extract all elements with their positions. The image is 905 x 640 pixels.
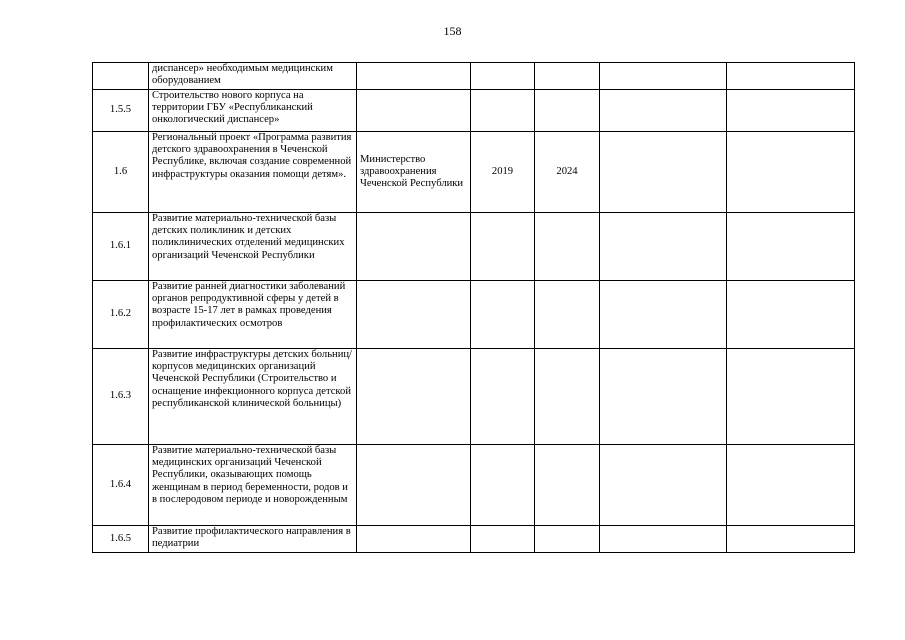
start-year-cell (471, 445, 535, 526)
executor-cell (357, 445, 471, 526)
end-year-cell (535, 213, 600, 281)
executor-cell (357, 281, 471, 349)
empty-cell (600, 63, 727, 90)
end-year-cell (535, 63, 600, 90)
empty-cell (727, 63, 855, 90)
activity-text: Развитие профилактического направления в педиатрии (149, 526, 357, 553)
page-number: 158 (443, 24, 462, 38)
empty-cell (600, 349, 727, 445)
activity-text: диспансер» необходимым медицинским оборудованием (149, 63, 357, 90)
activity-text: Развитие ранней диагностики заболеваний органов репродуктивной сферы у детей в возрасте 15-17 лет в рамках проведения профилактических осмотров (149, 281, 357, 349)
end-year-cell: 2024 (535, 132, 600, 213)
start-year-cell (471, 526, 535, 553)
program-table (92, 62, 855, 553)
table-row (93, 281, 855, 349)
row-number (93, 63, 149, 90)
table-row (93, 445, 855, 526)
executor-cell (357, 349, 471, 445)
start-year-cell: 2019 (471, 132, 535, 213)
empty-cell (600, 90, 727, 132)
table-row (93, 90, 855, 132)
executor-cell: Министерство здравоохранения Чеченской Республики (357, 132, 471, 213)
empty-cell (600, 132, 727, 213)
table-row (93, 63, 855, 90)
executor-cell (357, 90, 471, 132)
executor-cell (357, 526, 471, 553)
start-year-cell (471, 281, 535, 349)
end-year-cell (535, 526, 600, 553)
start-year-cell (471, 349, 535, 445)
empty-cell (727, 349, 855, 445)
start-year-cell (471, 63, 535, 90)
row-number: 1.6.4 (93, 445, 149, 526)
empty-cell (600, 213, 727, 281)
table-row (93, 132, 855, 213)
empty-cell (727, 281, 855, 349)
start-year-cell (471, 90, 535, 132)
row-number: 1.6.2 (93, 281, 149, 349)
row-number: 1.6.5 (93, 526, 149, 553)
executor-cell (357, 213, 471, 281)
table-row (93, 349, 855, 445)
activity-text: Развитие материально-технической базы детских поликлиник и детских поликлинических отделений медицинских организаций Чеченской Республики (149, 213, 357, 281)
empty-cell (727, 213, 855, 281)
activity-text: Развитие материально-технической базы медицинских организаций Чеченской Республики, оказывающих помощь женщинам в период беременности, родов и в послеродовом периоде и новорожденным (149, 445, 357, 526)
row-number: 1.6.3 (93, 349, 149, 445)
empty-cell (600, 281, 727, 349)
activity-text: Строительство нового корпуса на территории ГБУ «Республиканский онкологический диспансер» (149, 90, 357, 132)
end-year-cell (535, 445, 600, 526)
end-year-cell (535, 349, 600, 445)
empty-cell (727, 445, 855, 526)
table-row (93, 213, 855, 281)
activity-text: Развитие инфраструктуры детских больниц/корпусов медицинских организаций Чеченской Республики (Строительство и оснащение инфекционного корпуса детской республиканской клинической больницы) (149, 349, 357, 445)
activity-text: Региональный проект «Программа развития детского здравоохранения в Чеченской Республике, включая создание современной инфраструктуры оказания помощи детям». (149, 132, 357, 213)
row-number: 1.6 (93, 132, 149, 213)
end-year-cell (535, 90, 600, 132)
empty-cell (600, 526, 727, 553)
table-row (93, 526, 855, 553)
empty-cell (727, 90, 855, 132)
empty-cell (727, 132, 855, 213)
empty-cell (600, 445, 727, 526)
start-year-cell (471, 213, 535, 281)
row-number: 1.6.1 (93, 213, 149, 281)
row-number: 1.5.5 (93, 90, 149, 132)
empty-cell (727, 526, 855, 553)
end-year-cell (535, 281, 600, 349)
executor-cell (357, 63, 471, 90)
